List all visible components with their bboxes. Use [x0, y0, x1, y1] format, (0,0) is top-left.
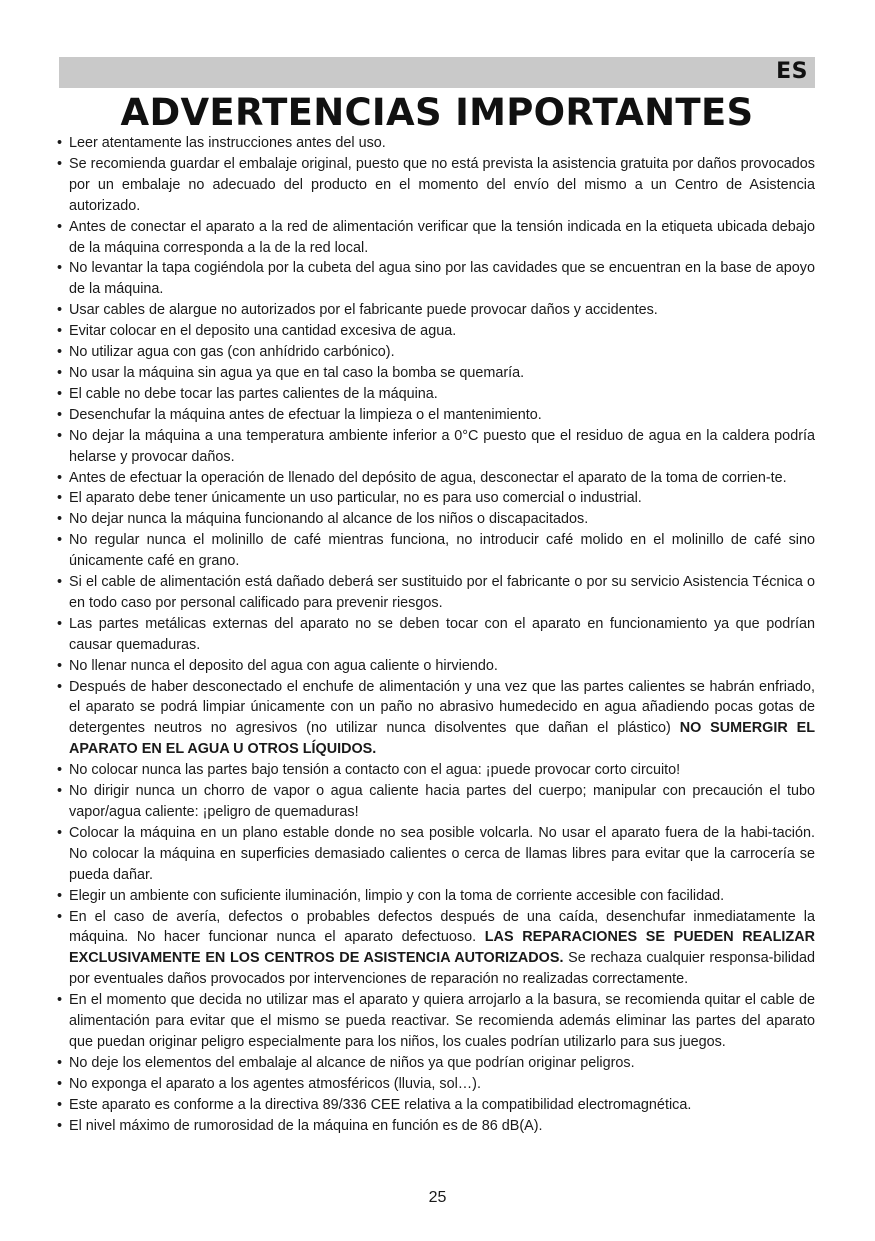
warning-item	[56, 300, 815, 321]
warning-text: Se recomienda guardar el embalaje original, puesto que no está prevista la asistencia gratuita por daños provocados por un embalaje no adecuado del producto en el momento del envío del mismo a un Centro de Asistencia autorizado.	[69, 155, 815, 214]
warning-item	[56, 426, 815, 468]
warning-text: El nivel máximo de rumorosidad de la máquina en función es de 86 dB(A).	[69, 1117, 543, 1134]
warning-item	[56, 468, 815, 489]
warning-item	[56, 1074, 815, 1095]
warning-item	[56, 990, 815, 1053]
warnings-list	[56, 133, 815, 1137]
warning-emphasis: NO SUMERGIR EL APARATO EN EL AGUA U OTROS LÍQUIDOS.	[69, 720, 815, 758]
warning-item	[56, 614, 815, 656]
warning-item	[56, 1116, 815, 1137]
warning-text: Después de haber desconectado el enchufe de alimentación y una vez que las partes calientes se habrán enfriado, el aparato se podrá limpiar únicamente con un paño no abrasivo humedecido en agua añadiendo pocas gotas de detergentes neutros no agresivos (no utilizar nunca disolventes que dañan el plástico)	[69, 678, 815, 737]
warning-text: Elegir un ambiente con suficiente iluminación, limpio y con la toma de corriente accesible con facilidad.	[69, 887, 725, 904]
warning-text: Este aparato es conforme a la directiva 89/336 CEE relativa a la compatibilidad electromagnética.	[69, 1096, 692, 1113]
warning-item	[56, 886, 815, 907]
warning-text: No utilizar agua con gas (con anhídrido carbónico).	[69, 344, 395, 361]
warning-text: No dirigir nunca un chorro de vapor o agua caliente hacia partes del cuerpo; manipular con precaución el tubo vapor/agua caliente: ¡peligro de quemaduras!	[69, 783, 815, 820]
warning-text: Antes de efectuar la operación de llenado del depósito de agua, desconectar el aparato de la toma de corrien-te.	[69, 469, 787, 486]
warning-item	[56, 823, 815, 886]
warning-text: No deje los elementos del embalaje al alcance de niños ya que podrían originar peligros.	[69, 1054, 635, 1071]
warning-text: Usar cables de alargue no autorizados por el fabricante puede provocar daños y accidentes.	[69, 302, 658, 319]
warning-item	[56, 384, 815, 405]
warning-item	[56, 342, 815, 363]
warning-item	[56, 1053, 815, 1074]
warning-text: Leer atentamente las instrucciones antes del uso.	[69, 135, 386, 151]
warning-item	[56, 677, 815, 761]
warning-text: No levantar la tapa cogiéndola por la cubeta del agua sino por las cavidades que se encuentran en la base de apoyo de la máquina.	[69, 260, 815, 298]
warning-text: No exponga el aparato a los agentes atmosféricos (lluvia, sol…).	[69, 1075, 481, 1092]
warning-text: Si el cable de alimentación está dañado deberá ser sustituido por el fabricante o por su servicio Asistencia Técnica o en todo caso por personal calificado para prevenir riesgos.	[69, 574, 815, 611]
warning-item	[56, 656, 815, 677]
warning-text-after: Se rechaza cualquier responsa-bilidad por eventuales daños provocados por intervenciones de reparación no realizadas correctamente.	[69, 950, 815, 988]
warning-item	[56, 133, 815, 154]
warning-item	[56, 405, 815, 426]
warning-text: Antes de conectar el aparato a la red de alimentación verificar que la tensión indicada en la etiqueta ubicada debajo de la máquina corresponda a la de la red local.	[69, 218, 815, 256]
warning-emphasis: LAS REPARACIONES SE PUEDEN REALIZAR EXCLUSIVAMENTE EN LOS CENTROS DE ASISTENCIA AUTORIZADOS.	[69, 929, 816, 967]
warning-item	[56, 572, 815, 614]
page-title: ADVERTENCIAS IMPORTANTES	[120, 91, 754, 134]
warnings-section	[56, 133, 815, 1137]
warning-text: No llenar nunca el deposito del agua con agua caliente o hirviendo.	[69, 657, 498, 674]
warning-item	[56, 363, 815, 384]
language-code: ES	[776, 59, 808, 84]
warning-text: El aparato debe tener únicamente un uso particular, no es para uso comercial o industrial.	[69, 490, 642, 507]
warning-item	[56, 907, 815, 991]
warning-item	[56, 530, 815, 572]
warning-item	[56, 488, 815, 509]
warning-item	[56, 509, 815, 530]
warning-text: No dejar la máquina a una temperatura ambiente inferior a 0°C puesto que el residuo de agua en la caldera podría helarse y provocar daños.	[69, 427, 815, 465]
page-number: 25	[428, 1189, 447, 1206]
warning-item	[56, 760, 815, 781]
warning-text: No dejar nunca la máquina funcionando al alcance de los niños o discapacitados.	[69, 511, 589, 528]
warning-item	[56, 1095, 815, 1116]
warning-text: Colocar la máquina en un plano estable donde no sea posible volcarla. No usar el aparato fuera de la habi-tación. No colocar la máquina en superficies demasiado calientes o cerca de llamas libres para evitar que la carrocería se pueda dañar.	[69, 824, 815, 883]
warning-text: Evitar colocar en el deposito una cantidad excesiva de agua.	[69, 323, 457, 340]
warning-text: Desenchufar la máquina antes de efectuar la limpieza o el mantenimiento.	[69, 406, 542, 423]
warning-text: Las partes metálicas externas del aparato no se deben tocar con el aparato en funcionamiento ya que podrían causar quemaduras.	[69, 615, 815, 653]
warning-item	[56, 258, 815, 300]
warning-item	[56, 321, 815, 342]
warning-text: No usar la máquina sin agua ya que en tal caso la bomba se quemaría.	[69, 364, 525, 381]
language-bar	[59, 57, 815, 88]
warning-text: El cable no debe tocar las partes calientes de la máquina.	[69, 385, 438, 402]
warning-text: En el caso de avería, defectos o probables defectos después de una caída, desenchufar inmediatamente la máquina. No hacer funcionar nunca el aparato defectuoso.	[69, 908, 815, 946]
warning-item	[56, 781, 815, 823]
warning-text: No regular nunca el molinillo de café mientras funciona, no introducir café molido en el molinillo de café sino únicamente café en grano.	[69, 532, 815, 570]
warning-text: No colocar nunca las partes bajo tensión a contacto con el agua: ¡puede provocar corto circuito!	[69, 762, 681, 779]
warning-item	[56, 154, 815, 217]
warning-text: En el momento que decida no utilizar mas el aparato y quiera arrojarlo a la basura, se recomienda quitar el cable de alimentación para evitar que el mismo se pueda reactivar. Se recomienda además eliminar las partes del aparato que puedan originar peligro especialmente para los niños, los cuales podrían utilizarlo para sus juegos.	[69, 992, 815, 1050]
warning-item	[56, 217, 815, 259]
